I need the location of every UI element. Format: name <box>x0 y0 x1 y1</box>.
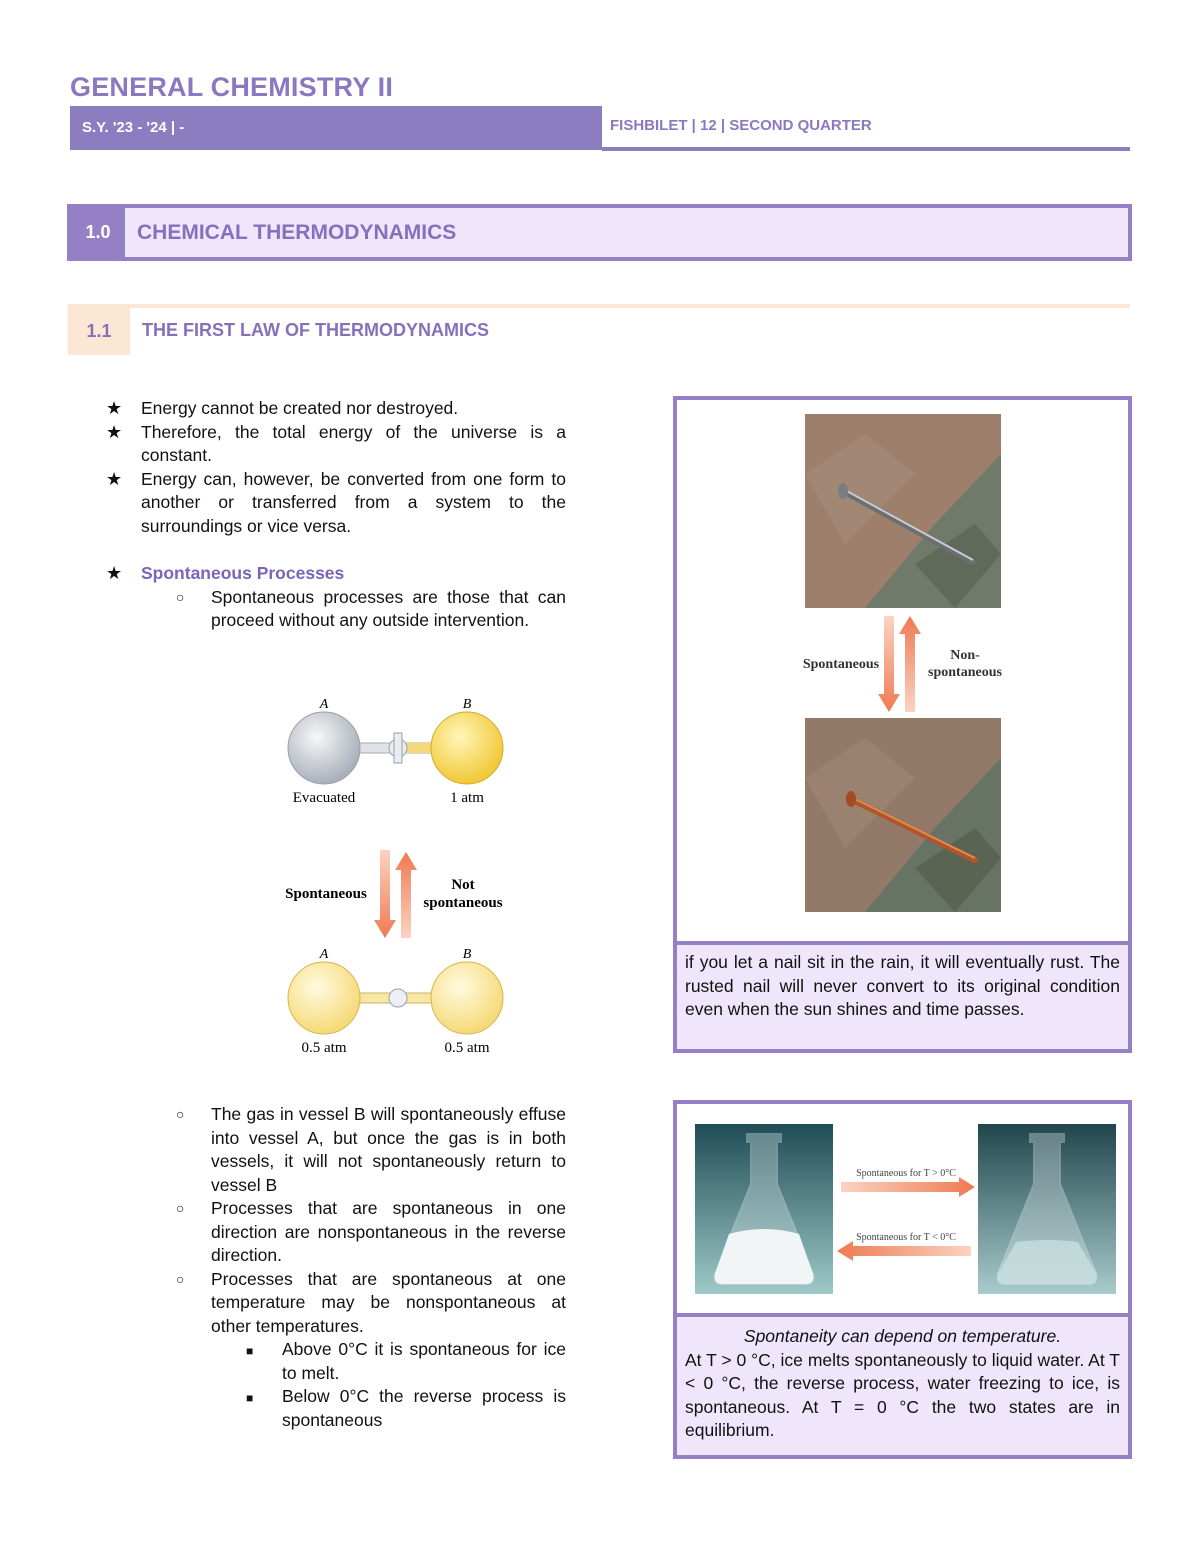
sub-bullet-item <box>176 586 566 633</box>
not-spontaneous-label: spontaneous <box>423 895 503 911</box>
bullet-item <box>106 468 566 539</box>
vessel-b-full <box>431 712 503 784</box>
clean-nail-photo <box>805 414 1001 608</box>
spontaneous-heading: Spontaneous Processes <box>141 563 345 583</box>
water-flask-photo <box>978 1124 1116 1294</box>
section-number: 1.0 <box>71 208 125 257</box>
vessel-a-label: A <box>319 697 329 712</box>
nail-caption: if you let a nail sit in the rain, it will eventually rust. The rusted nail will never convert to its original condition even when the sun shines and time passes. <box>677 941 1128 1049</box>
star-icon: ★ <box>106 468 123 489</box>
star-icon: ★ <box>106 421 123 442</box>
sub-sub-bullet-text: Above 0°C it is spontaneous for ice to melt. <box>282 1339 566 1383</box>
section-heading-main <box>67 204 1132 261</box>
circle-bullet-icon: ○ <box>176 1106 185 1122</box>
sub-sub-bullet-item <box>246 1338 566 1385</box>
lower-sub-bullets <box>176 1103 566 1433</box>
circle-bullet-icon: ○ <box>176 588 185 605</box>
ice-caption <box>677 1313 1128 1455</box>
nail-arrows <box>787 614 1027 714</box>
subsection-title: THE FIRST LAW OF THERMODYNAMICS <box>142 320 489 340</box>
stopcock-open <box>389 989 407 1007</box>
rusted-nail-photo <box>805 718 1001 912</box>
freezing-arrow-left <box>837 1241 971 1261</box>
subsection-rule <box>68 304 1130 308</box>
school-year-bar: S.Y. '23 - '24 | - <box>70 106 602 150</box>
vessel-b-half <box>431 962 503 1034</box>
star-icon: ★ <box>106 398 123 418</box>
nail-rust-figure-box <box>673 396 1132 1053</box>
intro-bullets <box>106 397 566 657</box>
ice-flask-photo <box>695 1124 833 1294</box>
not-spontaneous-arrow-up <box>395 852 417 938</box>
section-title: CHEMICAL THERMODYNAMICS <box>137 221 457 244</box>
vessel-a-evacuated <box>288 712 360 784</box>
arrow-label-above-zero: Spontaneous for T > 0°C <box>856 1168 956 1179</box>
bullet-text: Energy can, however, be converted from one form to another or transferred from a system to the surroundings or vice versa. <box>141 468 566 536</box>
header-underline <box>602 147 1130 151</box>
ice-melting-figure-box <box>673 1100 1132 1459</box>
sub-bullet-item <box>176 1197 566 1268</box>
spontaneous-label: Spontaneous <box>802 657 880 672</box>
evacuated-label: Evacuated <box>292 790 356 806</box>
vessel-a-label-bottom: A <box>319 947 329 962</box>
subsection-number: 1.1 <box>68 308 130 355</box>
non-spontaneous-arrow-up <box>899 616 921 712</box>
stopcock-handle <box>394 733 402 763</box>
sub-bullet-text: Processes that are spontaneous at one temperature may be nonspontaneous at other temperatures. <box>211 1268 566 1336</box>
square-bullet-icon: ■ <box>246 1344 254 1358</box>
circle-bullet-icon: ○ <box>176 1270 185 1287</box>
vessel-b-label-bottom: B <box>462 947 472 962</box>
vessel-a-half <box>288 962 360 1034</box>
non-spontaneous-label: spontaneous <box>928 665 1002 680</box>
melting-arrow-right <box>841 1177 975 1197</box>
ice-caption-text: At T > 0 °C, ice melts spontaneously to liquid water. At T < 0 °C, the reverse process, water freezing to ice, is spontaneous. At T = 0 °C the two states are in equilibrium. <box>685 1349 1120 1440</box>
half-atm-a-label: 0.5 atm <box>301 1040 347 1056</box>
circle-bullet-icon: ○ <box>176 1200 185 1216</box>
non-label: Non- <box>950 648 980 663</box>
ice-caption-title: Spontaneity can depend on temperature. <box>743 1326 1062 1346</box>
square-bullet-icon: ■ <box>246 1391 254 1405</box>
course-info: FISHBILET | 12 | SECOND QUARTER <box>610 117 872 134</box>
sub-bullet-text: The gas in vessel B will spontaneously effuse into vessel A, but once the gas is in both vessels, it will not spontaneously return to vessel B <box>211 1104 566 1195</box>
sub-sub-bullet-item <box>246 1385 566 1432</box>
not-label: Not <box>451 877 475 893</box>
sub-bullet-text: Processes that are spontaneous in one direction are nonspontaneous in the reverse direction. <box>211 1198 566 1265</box>
bullet-text: Energy cannot be created nor destroyed. <box>141 398 459 418</box>
star-icon: ★ <box>106 563 123 583</box>
document-title: GENERAL CHEMISTRY II <box>70 72 394 102</box>
arrow-label-below-zero: Spontaneous for T < 0°C <box>856 1232 956 1243</box>
one-atm-label: 1 atm <box>450 790 484 806</box>
sub-sub-bullet-text: Below 0°C the reverse process is spontaneous <box>282 1386 566 1430</box>
bullet-item <box>106 562 566 586</box>
bullet-text: Therefore, the total energy of the universe is a constant. <box>141 421 566 465</box>
vessel-b-label: B <box>462 697 472 712</box>
bullet-item <box>106 421 566 468</box>
spontaneous-arrow-down <box>374 850 396 938</box>
spontaneous-arrow-down <box>878 616 900 712</box>
definition-text: Spontaneous processes are those that can proceed without any outside intervention. <box>211 586 566 630</box>
spontaneous-label: Spontaneous <box>285 886 367 902</box>
bullet-item <box>106 397 566 421</box>
sub-bullet-item <box>176 1103 566 1197</box>
temperature-arrows <box>835 1144 977 1264</box>
half-atm-b-label: 0.5 atm <box>444 1040 490 1056</box>
gas-effusion-figure <box>270 690 530 1060</box>
sub-bullet-item <box>176 1268 566 1339</box>
